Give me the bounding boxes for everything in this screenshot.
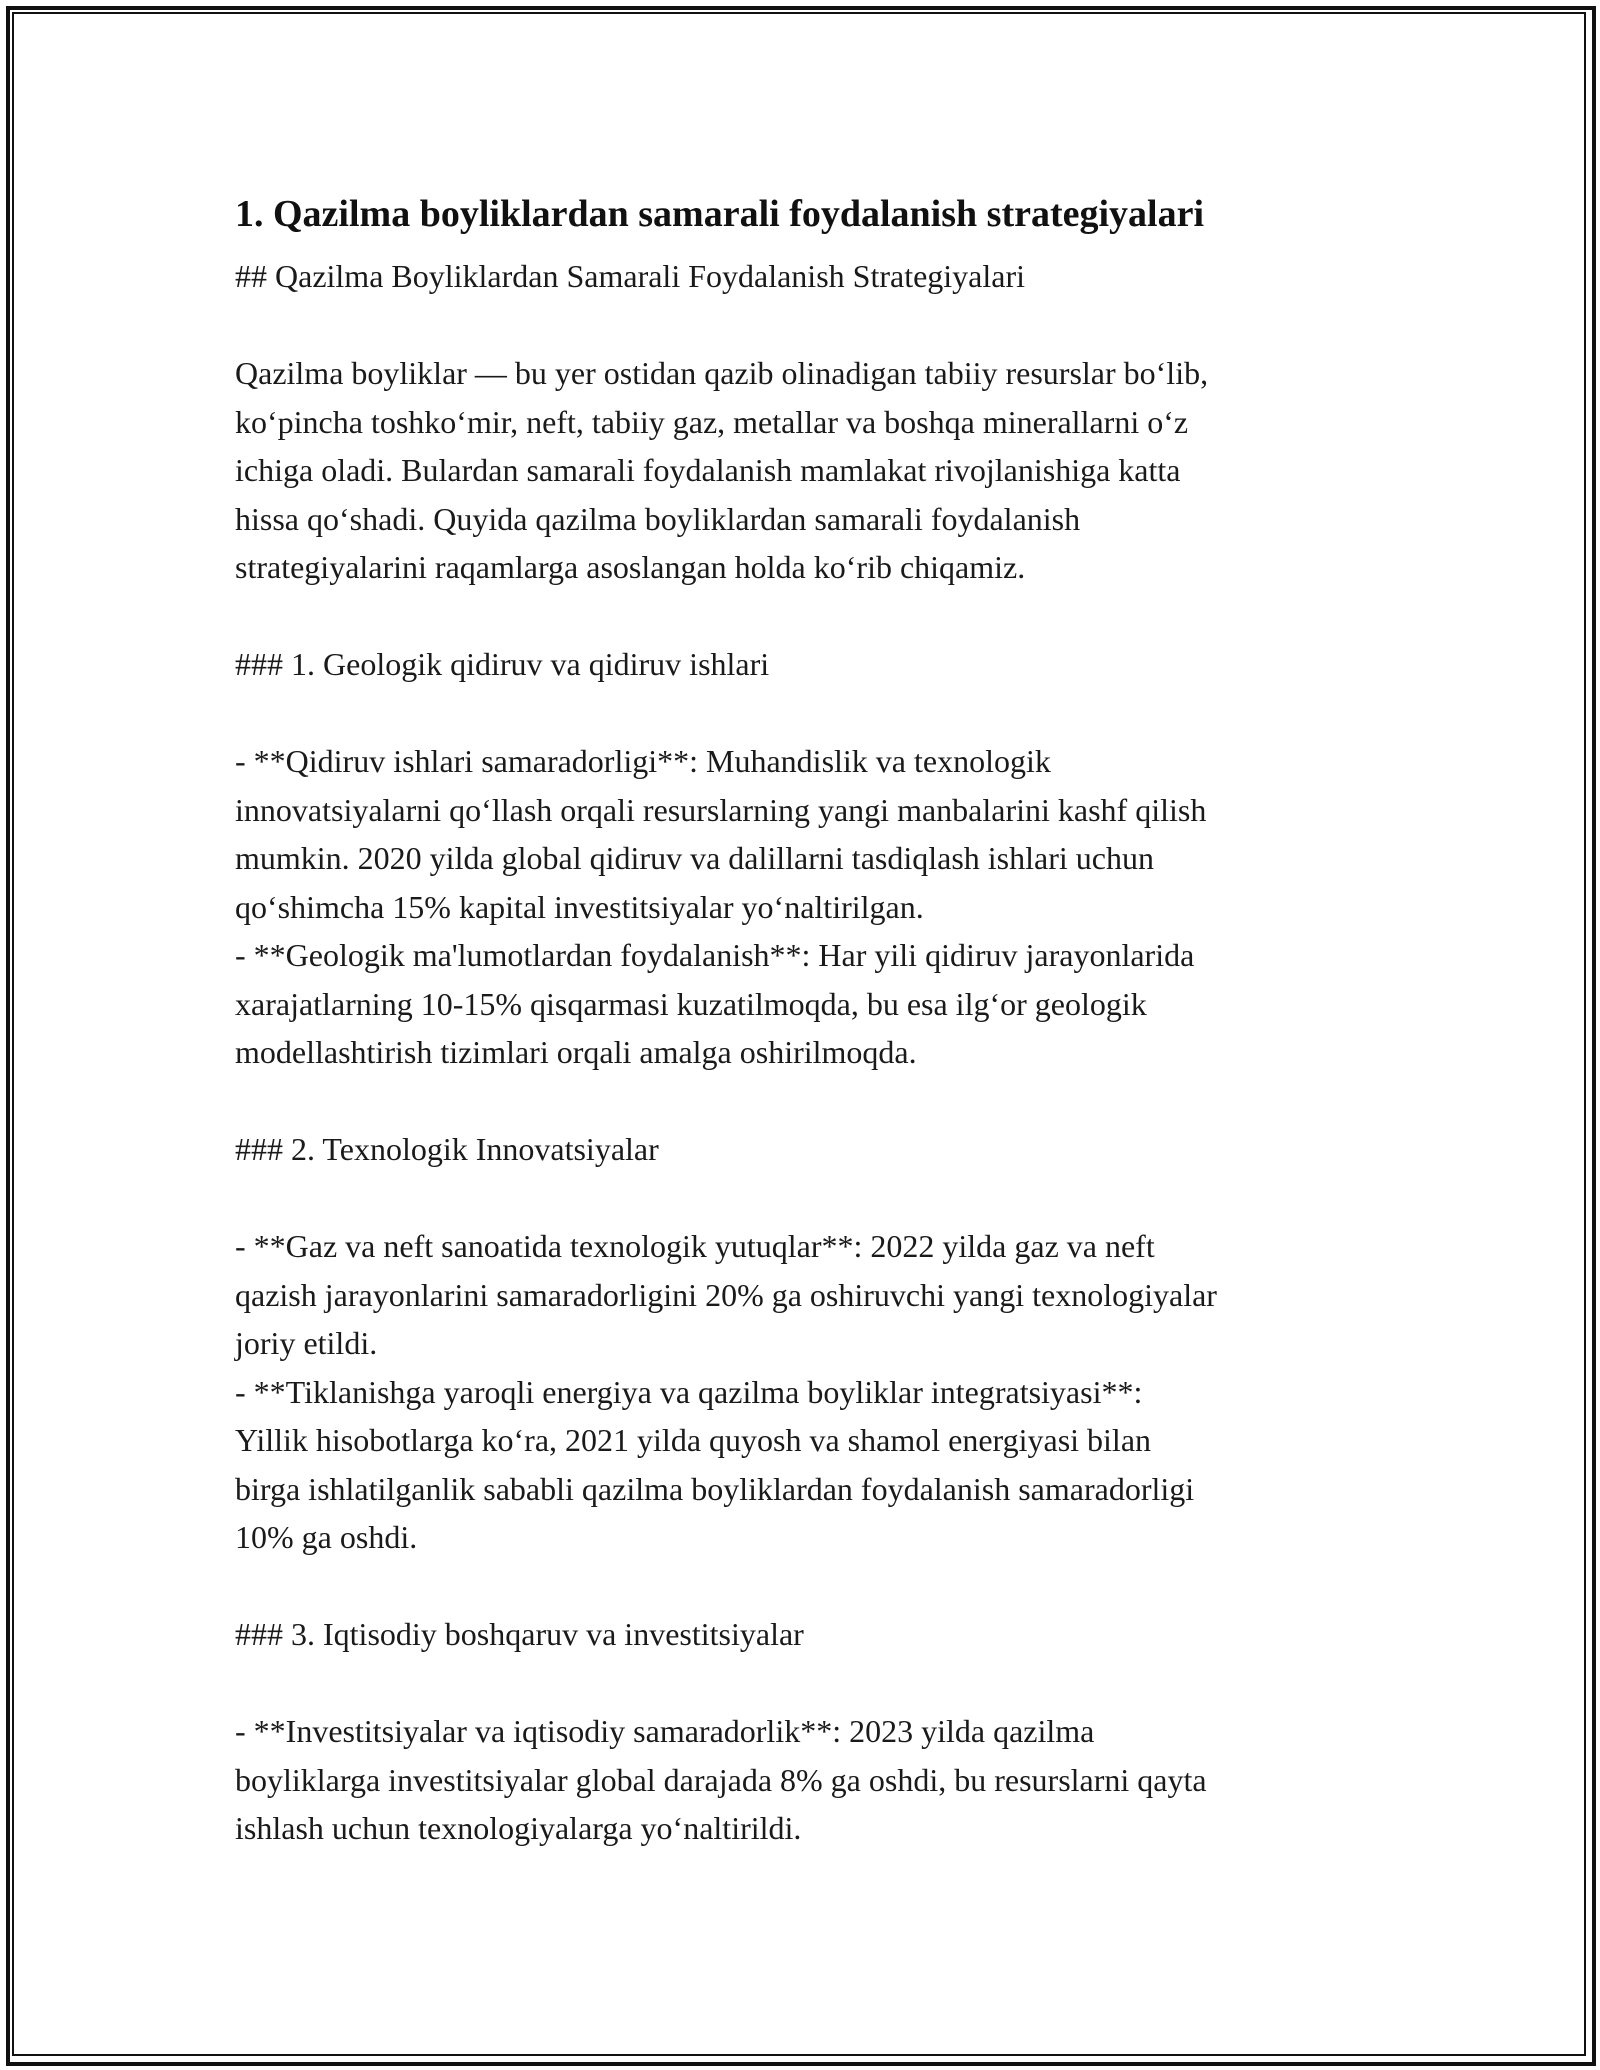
spacer [235, 689, 1375, 738]
spacer [235, 1077, 1375, 1126]
intro-line: strategiyalarini raqamlarga asoslangan holda ko‘rib chiqamiz. [235, 549, 1026, 585]
section2-line: Yillik hisobotlarga ko‘ra, 2021 yilda quyosh va shamol energiyasi bilan [235, 1422, 1152, 1458]
section1-line: - **Geologik ma'lumotlardan foydalanish**: Har yili qidiruv jarayonlarida [235, 937, 1195, 973]
section2-line: qazish jarayonlarini samaradorligini 20% ga oshiruvchi yangi texnologiyalar [235, 1276, 1217, 1313]
document-title: 1. Qazilma boyliklardan samarali foydalanish strategiyalari [235, 193, 1205, 235]
section2-line: - **Tiklanishga yaroqli energiya va qazilma boyliklar integratsiyasi**: [235, 1373, 1143, 1410]
section3-line: - **Investitsiyalar va iqtisodiy samaradorlik**: 2023 yilda qazilma [235, 1713, 1095, 1749]
intro-line: ko‘pincha toshko‘mir, neft, tabiiy gaz, metallar va boshqa minerallarni o‘z [235, 403, 1189, 440]
document-subtitle: ## Qazilma Boyliklardan Samarali Foydalanish Strategiyalari [235, 258, 1026, 294]
section-heading-1: ### 1. Geologik qidiruv va qidiruv ishlari [235, 646, 770, 682]
section1-line: qo‘shimcha 15% kapital investitsiyalar yo‘naltirilgan. [235, 888, 924, 925]
section-heading-3: ### 3. Iqtisodiy boshqaruv va investitsiyalar [235, 1616, 804, 1652]
section2-line: - **Gaz va neft sanoatida texnologik yutuqlar**: 2022 yilda gaz va neft [235, 1228, 1155, 1264]
section2-line: 10% ga oshdi. [235, 1519, 418, 1555]
spacer [235, 301, 1375, 350]
section2-line: birga ishlatilganlik sababli qazilma boyliklardan foydalanish samaradorligi [235, 1470, 1195, 1507]
section2-line: joriy etildi. [235, 1325, 378, 1361]
spacer [235, 1174, 1375, 1223]
spacer [235, 1659, 1375, 1708]
intro-line: ichiga oladi. Bulardan samarali foydalanish mamlakat rivojlanishiga katta [235, 452, 1181, 488]
spacer [235, 592, 1375, 641]
section1-line: innovatsiyalarni qo‘llash orqali resurslarning yangi manbalarini kashf qilish [235, 791, 1207, 828]
section1-line: xarajatlarning 10-15% qisqarmasi kuzatilmoqda, bu esa ilg‘or geologik [235, 985, 1147, 1022]
document-body [235, 186, 1375, 1853]
intro-line: Qazilma boyliklar — bu yer ostidan qazib olinadigan tabiiy resurslar bo‘lib, [235, 355, 1209, 391]
section1-line: mumkin. 2020 yilda global qidiruv va dalillarni tasdiqlash ishlari uchun [235, 840, 1154, 876]
section3-line: boyliklarga investitsiyalar global darajada 8% ga oshdi, bu resurslarni qayta [235, 1761, 1207, 1798]
spacer [235, 242, 1375, 252]
section1-line: - **Qidiruv ishlari samaradorligi**: Muhandislik va texnologik [235, 743, 1051, 779]
section3-line: ishlash uchun texnologiyalarga yo‘naltirildi. [235, 1810, 802, 1846]
spacer [235, 1562, 1375, 1611]
intro-line: hissa qo‘shadi. Quyida qazilma boyliklardan samarali foydalanish [235, 500, 1081, 537]
section-heading-2: ### 2. Texnologik Innovatsiyalar [235, 1131, 659, 1167]
section1-line: modellashtirish tizimlari orqali amalga oshirilmoqda. [235, 1034, 917, 1070]
